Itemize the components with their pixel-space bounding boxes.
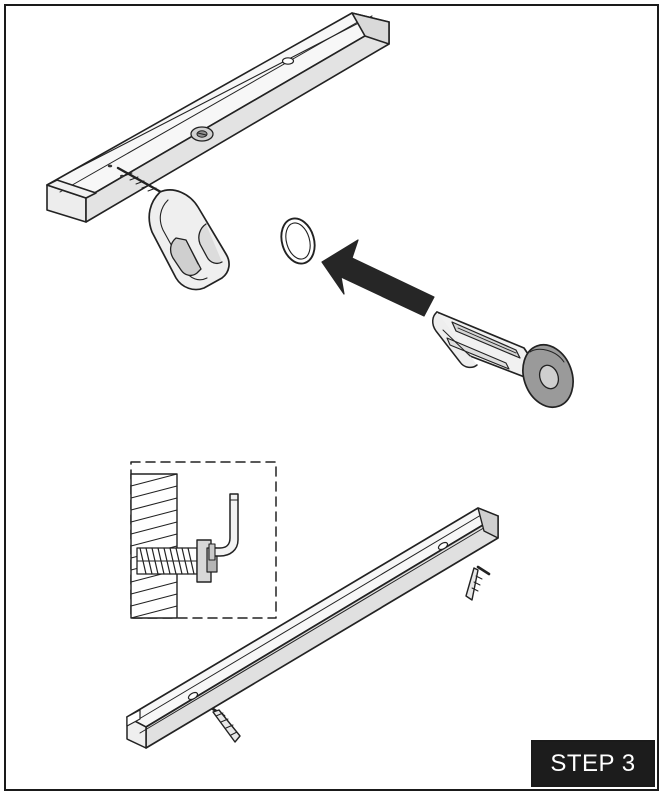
upper-rail-bracket xyxy=(47,13,389,222)
wall-anchor-plug xyxy=(433,312,582,414)
wall-hatching xyxy=(131,474,177,618)
screw-lower-right xyxy=(466,567,489,600)
step-badge-label: STEP 3 xyxy=(550,749,636,777)
hook-bracket xyxy=(149,190,229,290)
insertion-arrow xyxy=(322,240,434,316)
cover-cap-ellipse xyxy=(276,214,319,267)
screw-lower-left xyxy=(213,709,240,742)
detail-callout-box xyxy=(131,462,276,618)
status-badge xyxy=(531,740,655,787)
